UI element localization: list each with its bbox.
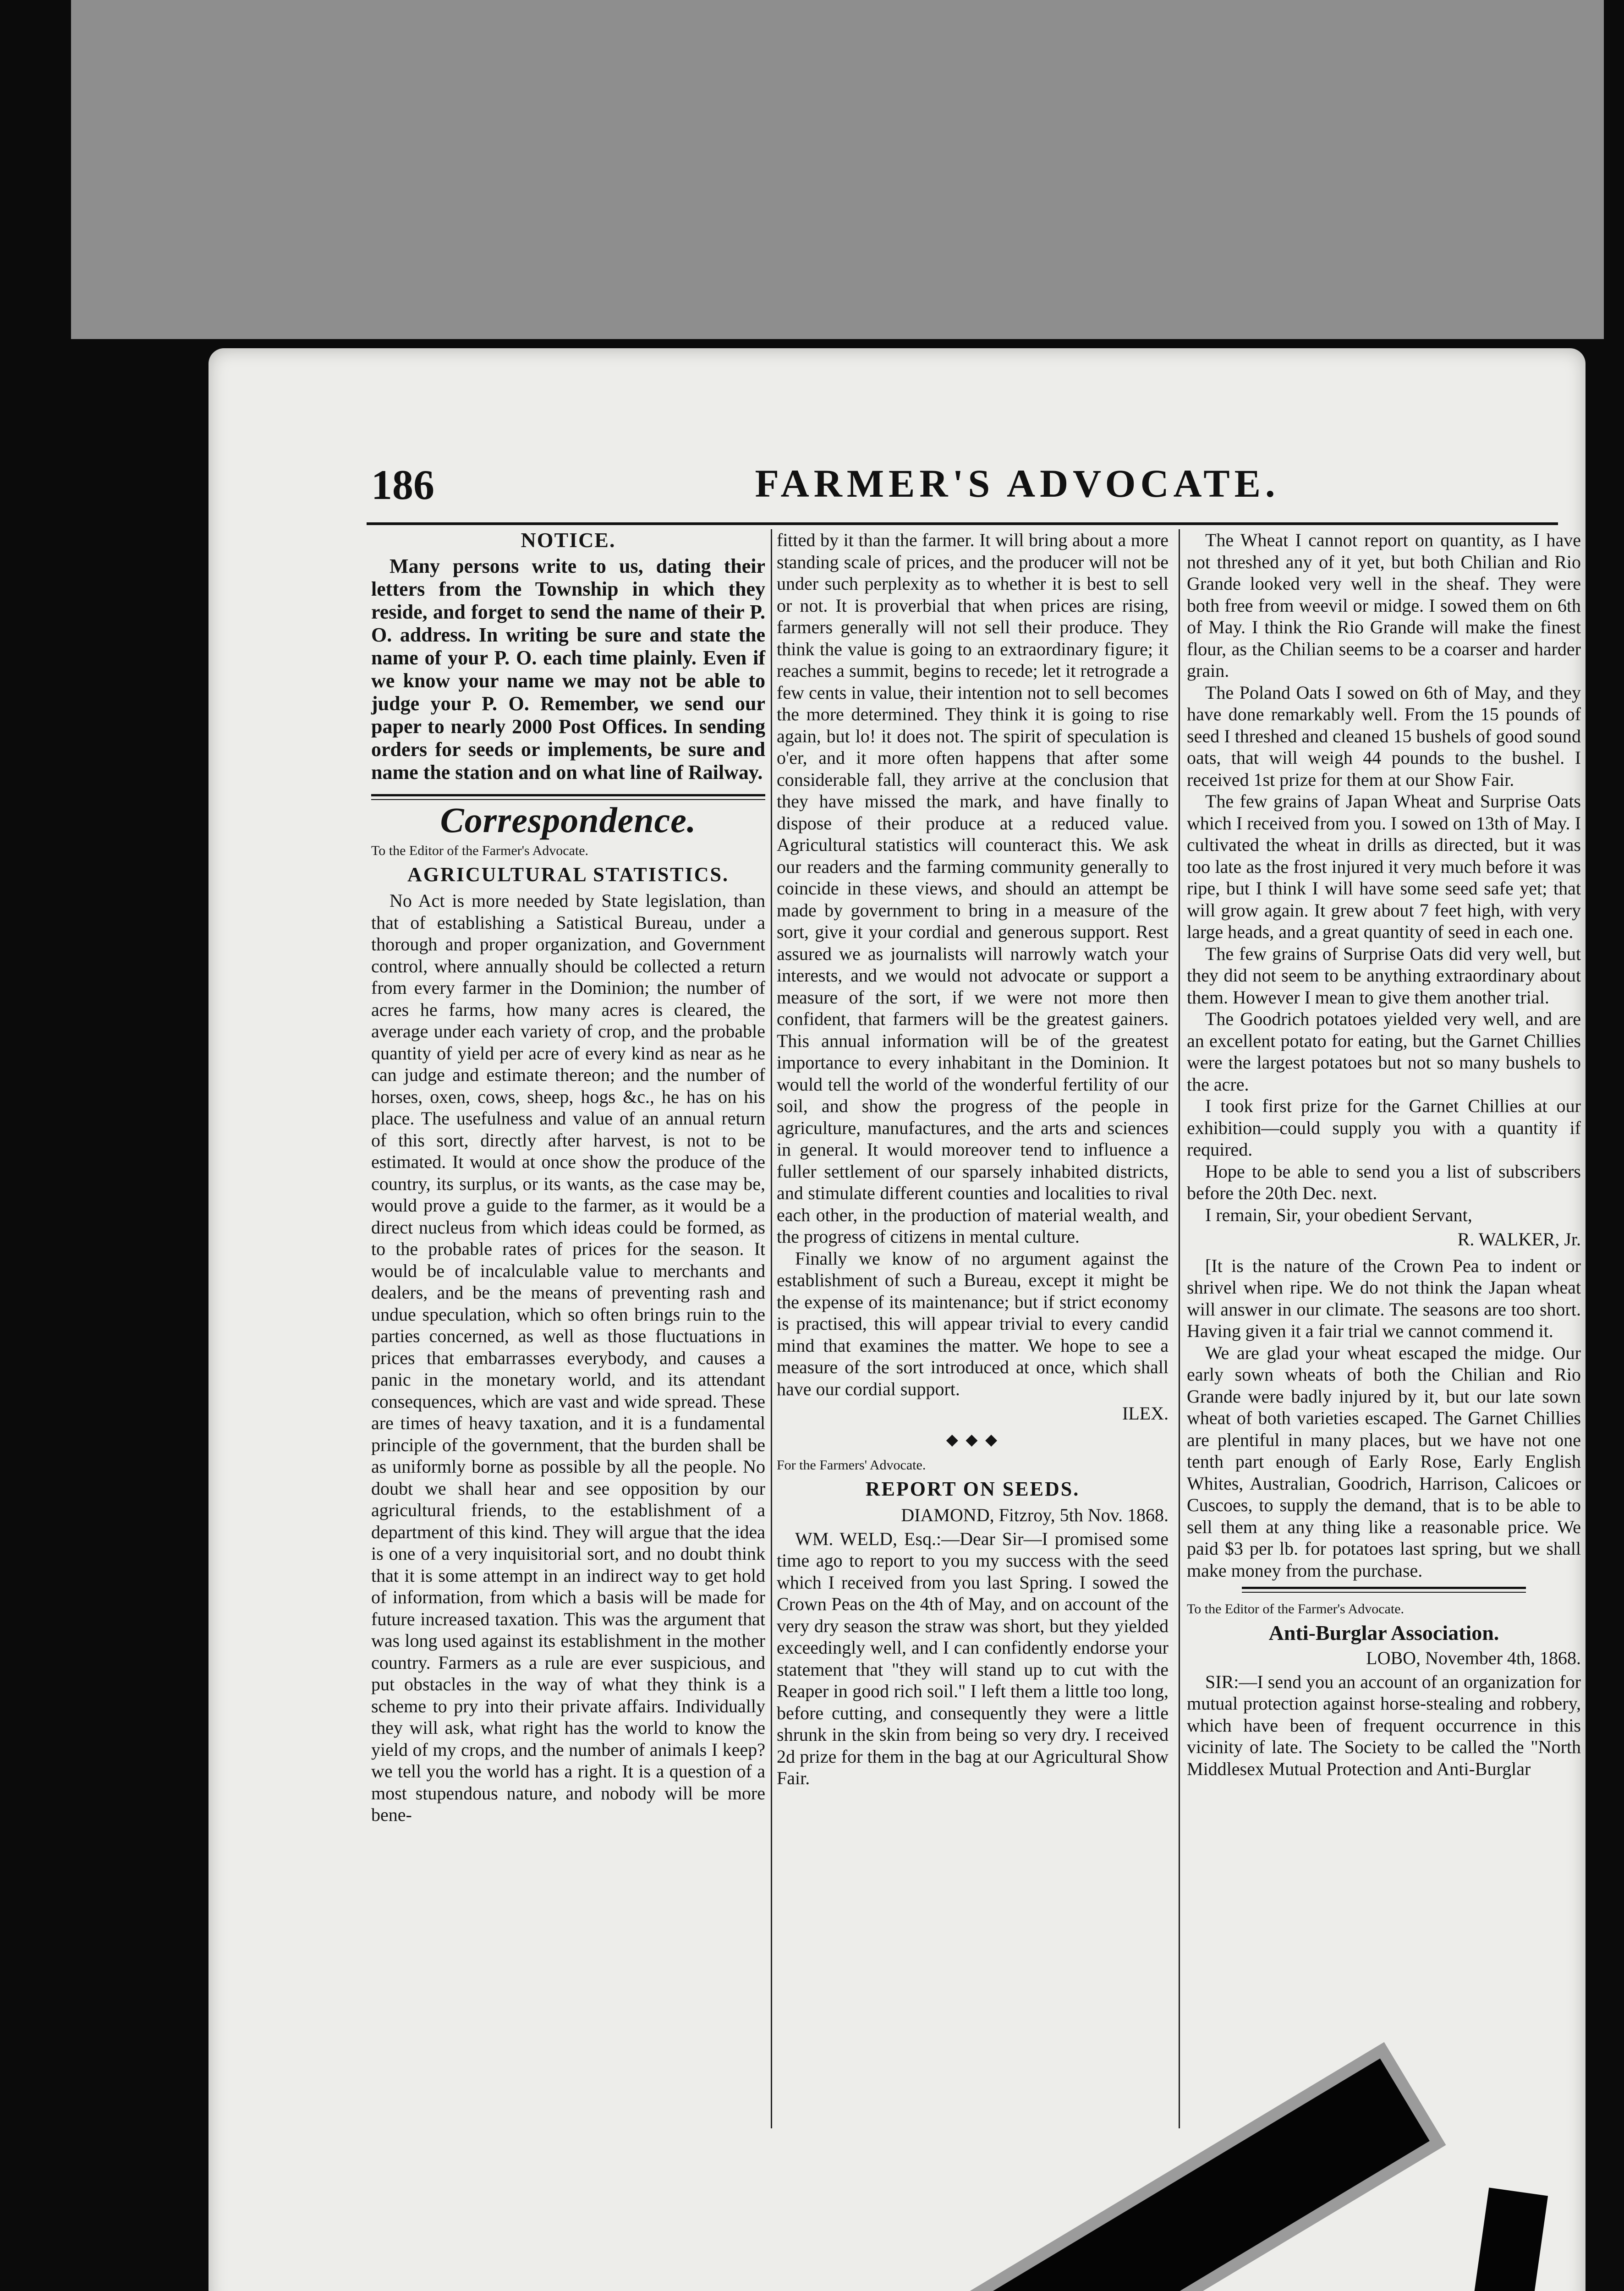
seeds-paragraph: I took first prize for the Garnet Chillies at our exhibition—could supply you with a quantity if required.	[1187, 1096, 1581, 1160]
column-separator	[771, 529, 772, 2128]
column-3	[1187, 529, 1581, 1780]
to-editor-line: To the Editor of the Farmer's Advocate.	[1187, 1601, 1405, 1617]
masthead-title: FARMER'S ADVOCATE.	[755, 461, 1280, 505]
section-rule	[371, 794, 765, 800]
notice-heading: NOTICE.	[521, 528, 616, 552]
seeds-paragraph: The few grains of Surprise Oats did very well, but they did not seem to be anything extraordinary about them. However I mean to give them another trial.	[1187, 943, 1581, 1008]
seeds-signature: R. WALKER, Jr.	[1457, 1229, 1581, 1250]
column-separator	[1179, 529, 1180, 2128]
page-number: 186	[371, 461, 434, 508]
seeds-paragraph: The few grains of Japan Wheat and Surprise Oats which I received from you. I sowed on 13th of May. I cultivated the wheat in drills as directed, but it was too late as the frost injured it very much before it was ripe, but I think I will have some seed safe yet; that will grow again. It grew about 7 feet high, with very large heads, and a great quantity of seed in each one.	[1187, 791, 1581, 942]
seeds-dateline: DIAMOND, Fitzroy, 5th Nov. 1868.	[901, 1505, 1169, 1525]
editor-note: [It is the nature of the Crown Pea to indent or shrivel when ripe. We do not think the Japan wheat will answer in our climate. The seasons are too short. Having given it a fair trial we cannot commend it.	[1187, 1255, 1581, 1341]
anti-burglar-dateline: LOBO, November 4th, 1868.	[1366, 1648, 1581, 1668]
seeds-paragraph: The Poland Oats I sowed on 6th of May, and they have done remarkably well. From the 15 pounds of seed I threshed and cleaned 15 bushels of good sound oats, that will weigh 44 pounds to the bushel. I received 1st prize for them at our Show Fair.	[1187, 682, 1581, 790]
seeds-paragraph: Hope to be able to send you a list of subscribers before the 20th Dec. next.	[1187, 1161, 1581, 1203]
section-rule	[1242, 1587, 1526, 1593]
anti-burglar-title: Anti-Burglar Association.	[1268, 1621, 1499, 1644]
anti-burglar-text: SIR:—I send you an account of an organization for mutual protection against horse-stealing and robbery, which have been of frequent occurrence in this vicinity of late. The Society to be called the "North Middlesex Mutual Protection and Anti-Burglar	[1187, 1671, 1581, 1779]
ornament-divider: ◆ ◆ ◆	[946, 1431, 999, 1448]
for-line: For the Farmers' Advocate.	[777, 1458, 926, 1473]
article-paragraph: No Act is more needed by State legislation, than that of establishing a Satistical Bureau, under a thorough and proper organization, and Government control, where annually should be collected a return from every farmer in the Dominion; the number of acres he farms, how many acres is cleared, the average under each variety of crop, and the probable quantity of yield per acre of every kind as near as he can judge and estimate thereon; and the number of horses, oxen, cows, sheep, hogs &c., he has on his place. The usefulness and value of an annual return of this sort, directly after harvest, is not to be estimated. It would at once show the produce of the country, its surplus, or its wants, as the case may be, would prove a guide to the farmer, as it would be a direct nucleus from which ideas could be formed, as to the probable rates of prices for the season. It would be of incalculable value to merchants and dealers, and be the means of preventing rash and undue speculation, which so often brings ruin to the parties concerned, as well as those fluctuations in prices that embarrasses everybody, and causes a panic in the monetary world, and its attendant consequences, which are vast and wide spread. These are times of heavy taxation, and it is a fundamental principle of the government, that the burden shall be as uniformly borne as possible by all the people. No doubt we shall hear and see opposition by our agricultural friends, to the establishment of a department of this kind. They will argue that the idea is one of a very inquisitorial sort, and no doubt think that it is some attempt in an indirect way to get hold of information, from which a basis will be made for future increased taxation. This was the argument that was long used against its establishment in the mother country. Farmers as a rule are ever suspicious, and put obstacles in the way of what they think is a scheme to pry into their private affairs. Individually they will ask, what right has the world to know the yield of my crops, and the number of animals I keep? we tell you the world has a right. It is a question of a most stupendous nature, and nobody will be more bene-	[371, 890, 765, 1825]
to-editor-line: To the Editor of the Farmer's Advocate.	[371, 843, 589, 858]
editor-note: We are glad your wheat escaped the midge. Our early sown wheats of both the Chilian and Rio Grande were badly injured by it, but our late sown wheat of both varieties escaped. The Garnet Chillies are plentiful in many places, but we have not one tenth part enough of Early Rose, Early English Whites, Australian, Goodrich, Harrison, Calicoes or Cuscoes, to supply the demand, that is to be able to sell them at any thing like a reasonable price. We paid $3 per lb. for potatoes last spring, but we shall make money from the purchase.	[1187, 1342, 1581, 1581]
seeds-paragraph: The Goodrich potatoes yielded very well, and are an excellent potato for eating, but the Garnet Chillies were the largest potatoes but not so many bushels to the acre.	[1187, 1008, 1581, 1095]
seeds-paragraph: WM. WELD, Esq.:—Dear Sir—I promised some time ago to report to you my success with the seed which I received from you last Spring. I sowed the Crown Peas on the 4th of May, and on account of the very dry season the straw was short, but they yielded exceedingly well, and I can confidently endorse your statement that "they will stand up to cut with the Reaper in good rich soil." I left them a little too long, before cutting, and consequently they were a little shrunk in the skin from being so very dry. I received 2d prize for them in the bag at our Agricultural Show Fair.	[777, 1528, 1169, 1788]
article-paragraph: Finally we know of no argument against the establishment of such a Bureau, except it might be the expense of its maintenance; but if strict economy is practised, this will appear trivial to every candid mind that examines the matter. We hope to see a measure of the sort introduced at once, which shall have our cordial support.	[777, 1248, 1169, 1399]
notice-text: Many persons write to us, dating their letters from the Township in which they reside, and forget to send the name of their P. O. address. In writing be sure and state the name of your P. O. each time plainly. Even if we know your name we may not be able to judge your P. O. Remember, we send our paper to nearly 2000 Post Offices. In sending orders for seeds or implements, be sure and name the station and on what line of Railway.	[371, 554, 765, 784]
masthead-rule	[367, 522, 1558, 525]
seeds-paragraph: I remain, Sir, your obedient Servant,	[1205, 1204, 1472, 1225]
backing-sheet	[71, 0, 1604, 339]
seeds-paragraph: The Wheat I cannot report on quantity, as I have not threshed any of it yet, but both Chilian and Rio Grande looked very well in the sheaf. They were both free from weevil or midge. I sowed them on 6th of May. I think the Rio Grande will make the finest flour, as the Chilian seems to be a coarser and harder grain.	[1187, 530, 1581, 681]
column-1	[371, 529, 765, 1826]
article-title: AGRICULTURAL STATISTICS.	[407, 863, 730, 886]
column-2	[777, 529, 1169, 1789]
correspondence-heading: Correspondence.	[440, 800, 697, 840]
article-paragraph: fitted by it than the farmer. It will bring about a more standing scale of prices, and the producer will not be under such perplexity as to whether it is best to sell or not. It is proverbial that when prices are rising, farmers generally will not sell their produce. They think the value is going to an extraordinary figure; it reaches a summit, begins to recede; let it retrograde a few cents in value, their intention not to sell becomes the more determined. They think it is going to rise again, but lo! it does not. The spirit of speculation is o'er, and it more often happens that after some considerable fall, they arrive at the conclusion that they have missed the mark, and have finally to dispose of their produce at a reduced value. Agricultural statistics will counteract this. We ask our readers and the farming community generally to coincide in these views, and should an attempt be made by government to bring in a measure of the sort, give it your cordial and generous support. Rest assured we as journalists will narrowly watch your interests, and we would not advocate or support a measure of the sort, if we were not more then confident, that farmers will be the greatest gainers. This annual information will be of the greatest importance to every inhabitant in the Dominion. It would tell the world of the wonderful fertility of our soil, and show the progress of the people in agriculture, manufactures, and the arts and sciences in general. It would moreover tend to influence a fuller settlement of our sparsely inhabited districts, and stimulate different counties and localities to rival each other, in the production of material wealth, and the progress of citizens in mental culture.	[777, 530, 1169, 1247]
article-signature: ILEX.	[1122, 1403, 1169, 1424]
seeds-report-title: REPORT ON SEEDS.	[865, 1477, 1080, 1500]
